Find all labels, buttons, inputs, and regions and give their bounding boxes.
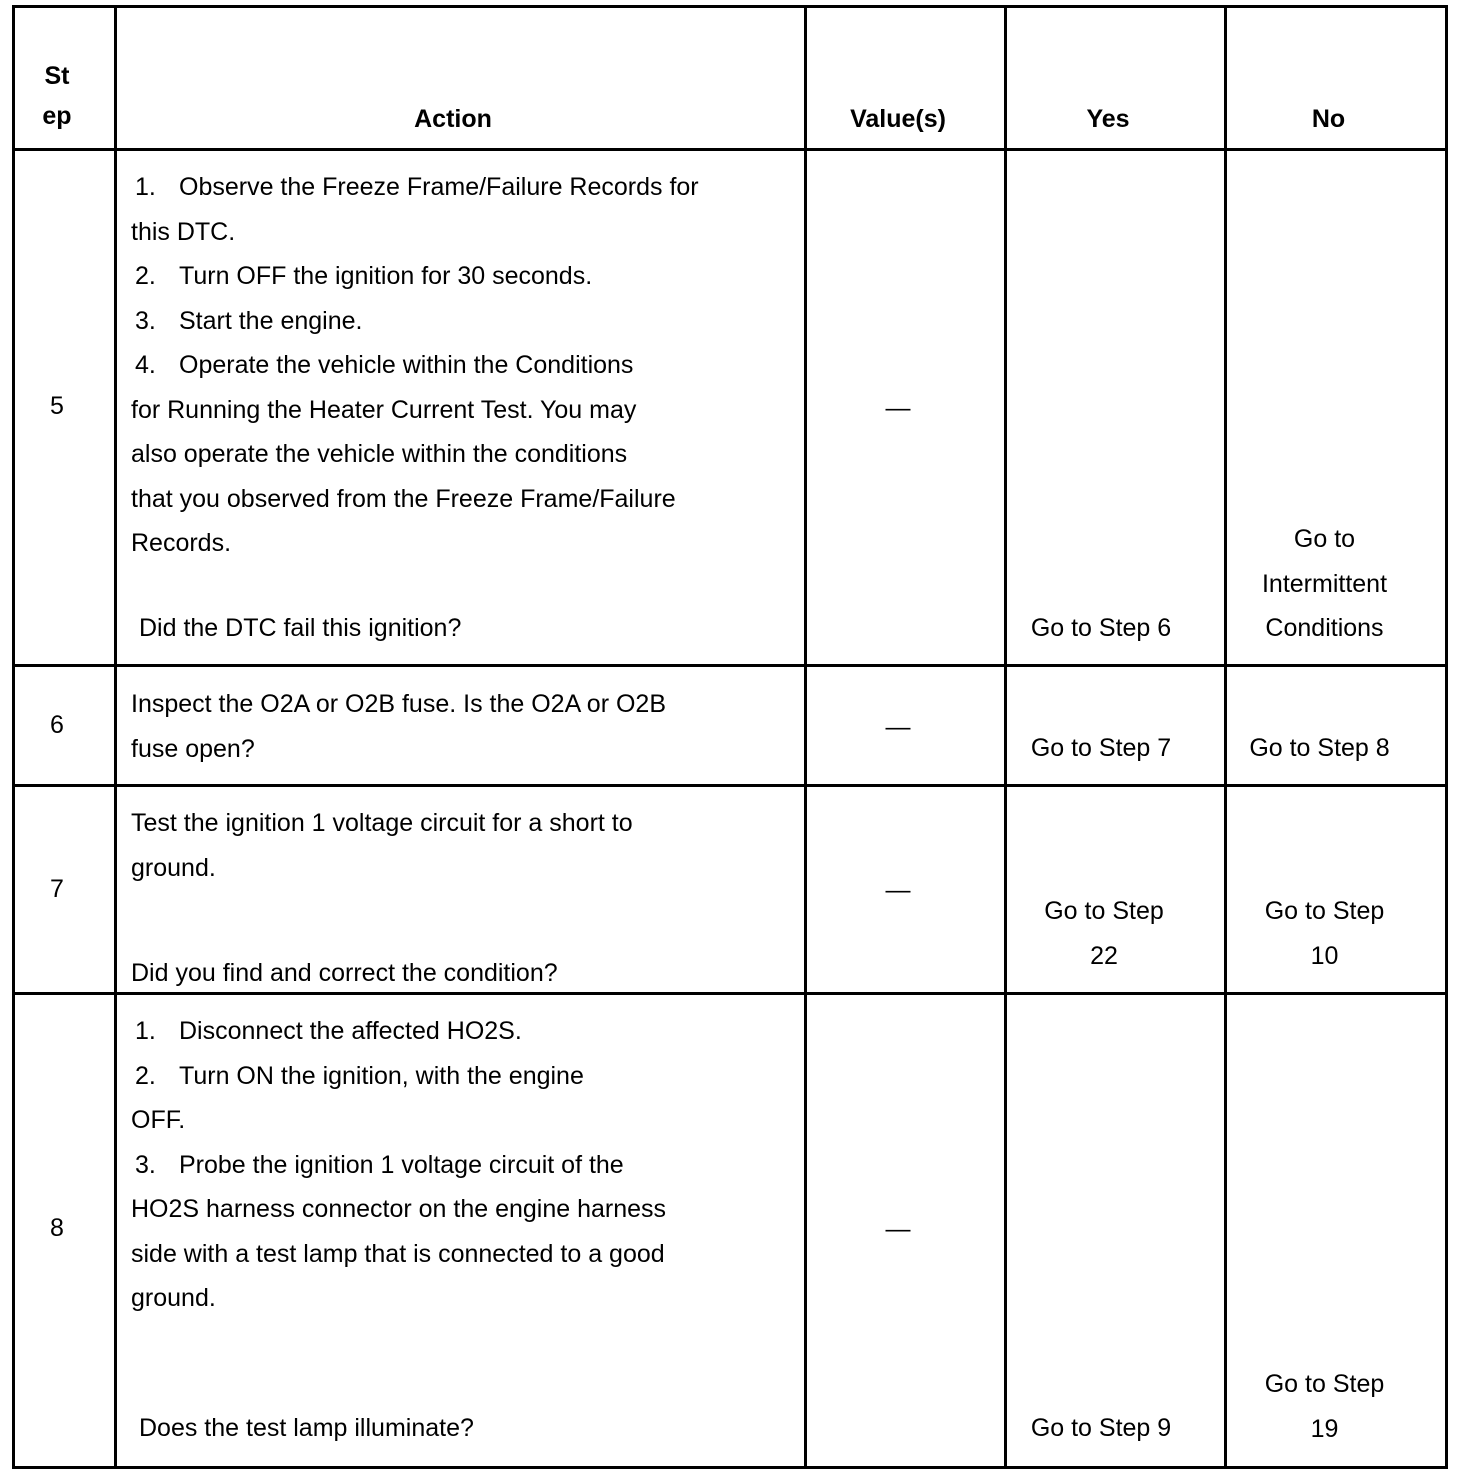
row-6-yes: Go to Step 7 <box>1030 734 1172 762</box>
list-item <box>131 210 699 255</box>
list-item <box>131 1098 666 1143</box>
list-text: Operate the vehicle within the Conditions <box>179 351 634 379</box>
row-7-yes-line: Go to Step <box>1044 897 1164 925</box>
row-8-value: — <box>885 1215 911 1243</box>
row-8-question: Does the test lamp illuminate? <box>139 1414 474 1442</box>
row-5-value: — <box>885 394 911 422</box>
list-number: 4. <box>135 351 156 379</box>
list-text: Start the engine. <box>179 306 363 335</box>
list-text: for Running the Heater Current Test. You may <box>131 395 637 424</box>
list-text: Probe the ignition 1 voltage circuit of the <box>179 1150 624 1179</box>
list-text: that you observed from the Freeze Frame/Failure <box>131 484 676 513</box>
row-7-action <box>131 801 633 890</box>
list-item <box>131 299 699 344</box>
row-divider <box>12 784 1448 787</box>
list-item <box>131 254 699 299</box>
row-7-question: Did you find and correct the condition? <box>131 959 558 987</box>
list-item <box>131 343 699 388</box>
row-5-no <box>1223 517 1426 651</box>
list-number: 3. <box>135 306 156 335</box>
row-5-no-line: Intermittent <box>1261 569 1388 598</box>
row-8-yes: Go to Step 9 <box>1030 1414 1172 1442</box>
row-6-action <box>131 682 666 771</box>
row-7-yes <box>1003 889 1205 978</box>
list-item <box>131 1054 666 1099</box>
row-5-action-list <box>131 165 699 566</box>
list-text: ground. <box>131 1284 216 1312</box>
list-number: 2. <box>135 1061 156 1090</box>
row-7-step: 7 <box>50 875 64 903</box>
list-number: 1. <box>135 1017 156 1045</box>
header-values: Value(s) <box>850 105 946 133</box>
list-item <box>131 165 699 210</box>
header-yes: Yes <box>1086 105 1130 133</box>
header-step-line2: ep <box>42 102 72 130</box>
row-7-no <box>1223 889 1426 978</box>
row-7-action-line: ground. <box>131 853 216 882</box>
list-text: Turn ON the ignition, with the engine <box>179 1061 584 1090</box>
row-8-no <box>1223 1362 1426 1451</box>
row-6-action-line: Inspect the O2A or O2B fuse. Is the O2A or O2B <box>131 690 667 718</box>
row-7-no-line: 10 <box>1310 941 1339 970</box>
table-border-bottom <box>12 1466 1448 1469</box>
row-7-action-line: Test the ignition 1 voltage circuit for a short to <box>131 809 633 837</box>
list-item <box>131 1143 666 1188</box>
list-item <box>131 1232 666 1277</box>
row-8-step: 8 <box>50 1214 64 1242</box>
column-divider <box>114 5 117 1469</box>
row-divider <box>12 148 1448 151</box>
row-5-yes: Go to Step 6 <box>1030 614 1172 642</box>
list-item <box>131 1276 666 1321</box>
row-7-no-line: Go to Step <box>1264 897 1385 925</box>
list-number: 2. <box>135 262 156 290</box>
list-item <box>131 1187 666 1232</box>
row-8-no-line: Go to Step <box>1264 1370 1385 1398</box>
list-item <box>131 388 699 433</box>
list-item <box>131 521 699 566</box>
header-step-line1: St <box>44 62 70 90</box>
list-text: OFF. <box>131 1106 186 1134</box>
list-text: side with a test lamp that is connected to a good <box>131 1239 665 1268</box>
list-number: 3. <box>135 1150 156 1179</box>
list-text: Records. <box>131 529 232 557</box>
row-7-yes-line: 22 <box>1090 941 1118 970</box>
table-border-top <box>12 5 1448 8</box>
row-5-no-line: Go to <box>1293 525 1356 553</box>
table-border-right <box>1445 5 1448 1469</box>
row-5-question: Did the DTC fail this ignition? <box>139 614 462 642</box>
row-divider <box>12 664 1448 667</box>
header-action: Action <box>414 105 492 133</box>
list-text: Turn OFF the ignition for 30 seconds. <box>179 262 593 290</box>
row-5-step: 5 <box>50 392 64 420</box>
list-text: Observe the Freeze Frame/Failure Records for <box>179 173 699 201</box>
row-6-step: 6 <box>50 711 64 739</box>
row-8-no-line: 19 <box>1310 1414 1339 1443</box>
row-8-action-list <box>131 1009 666 1321</box>
list-text: HO2S harness connector on the engine harness <box>131 1195 667 1223</box>
row-5-no-line: Conditions <box>1265 614 1384 642</box>
header-step <box>15 56 99 136</box>
row-6-value: — <box>885 713 911 741</box>
header-no: No <box>1311 105 1346 133</box>
row-7-value: — <box>885 876 911 904</box>
row-6-no: Go to Step 8 <box>1249 734 1390 762</box>
list-item <box>131 1009 666 1054</box>
list-item <box>131 477 699 522</box>
list-number: 1. <box>135 173 156 201</box>
list-text: Disconnect the affected HO2S. <box>179 1017 522 1045</box>
list-item <box>131 432 699 477</box>
row-6-action-line: fuse open? <box>131 734 255 763</box>
list-text: this DTC. <box>131 217 236 246</box>
list-text: also operate the vehicle within the conditions <box>131 440 628 468</box>
